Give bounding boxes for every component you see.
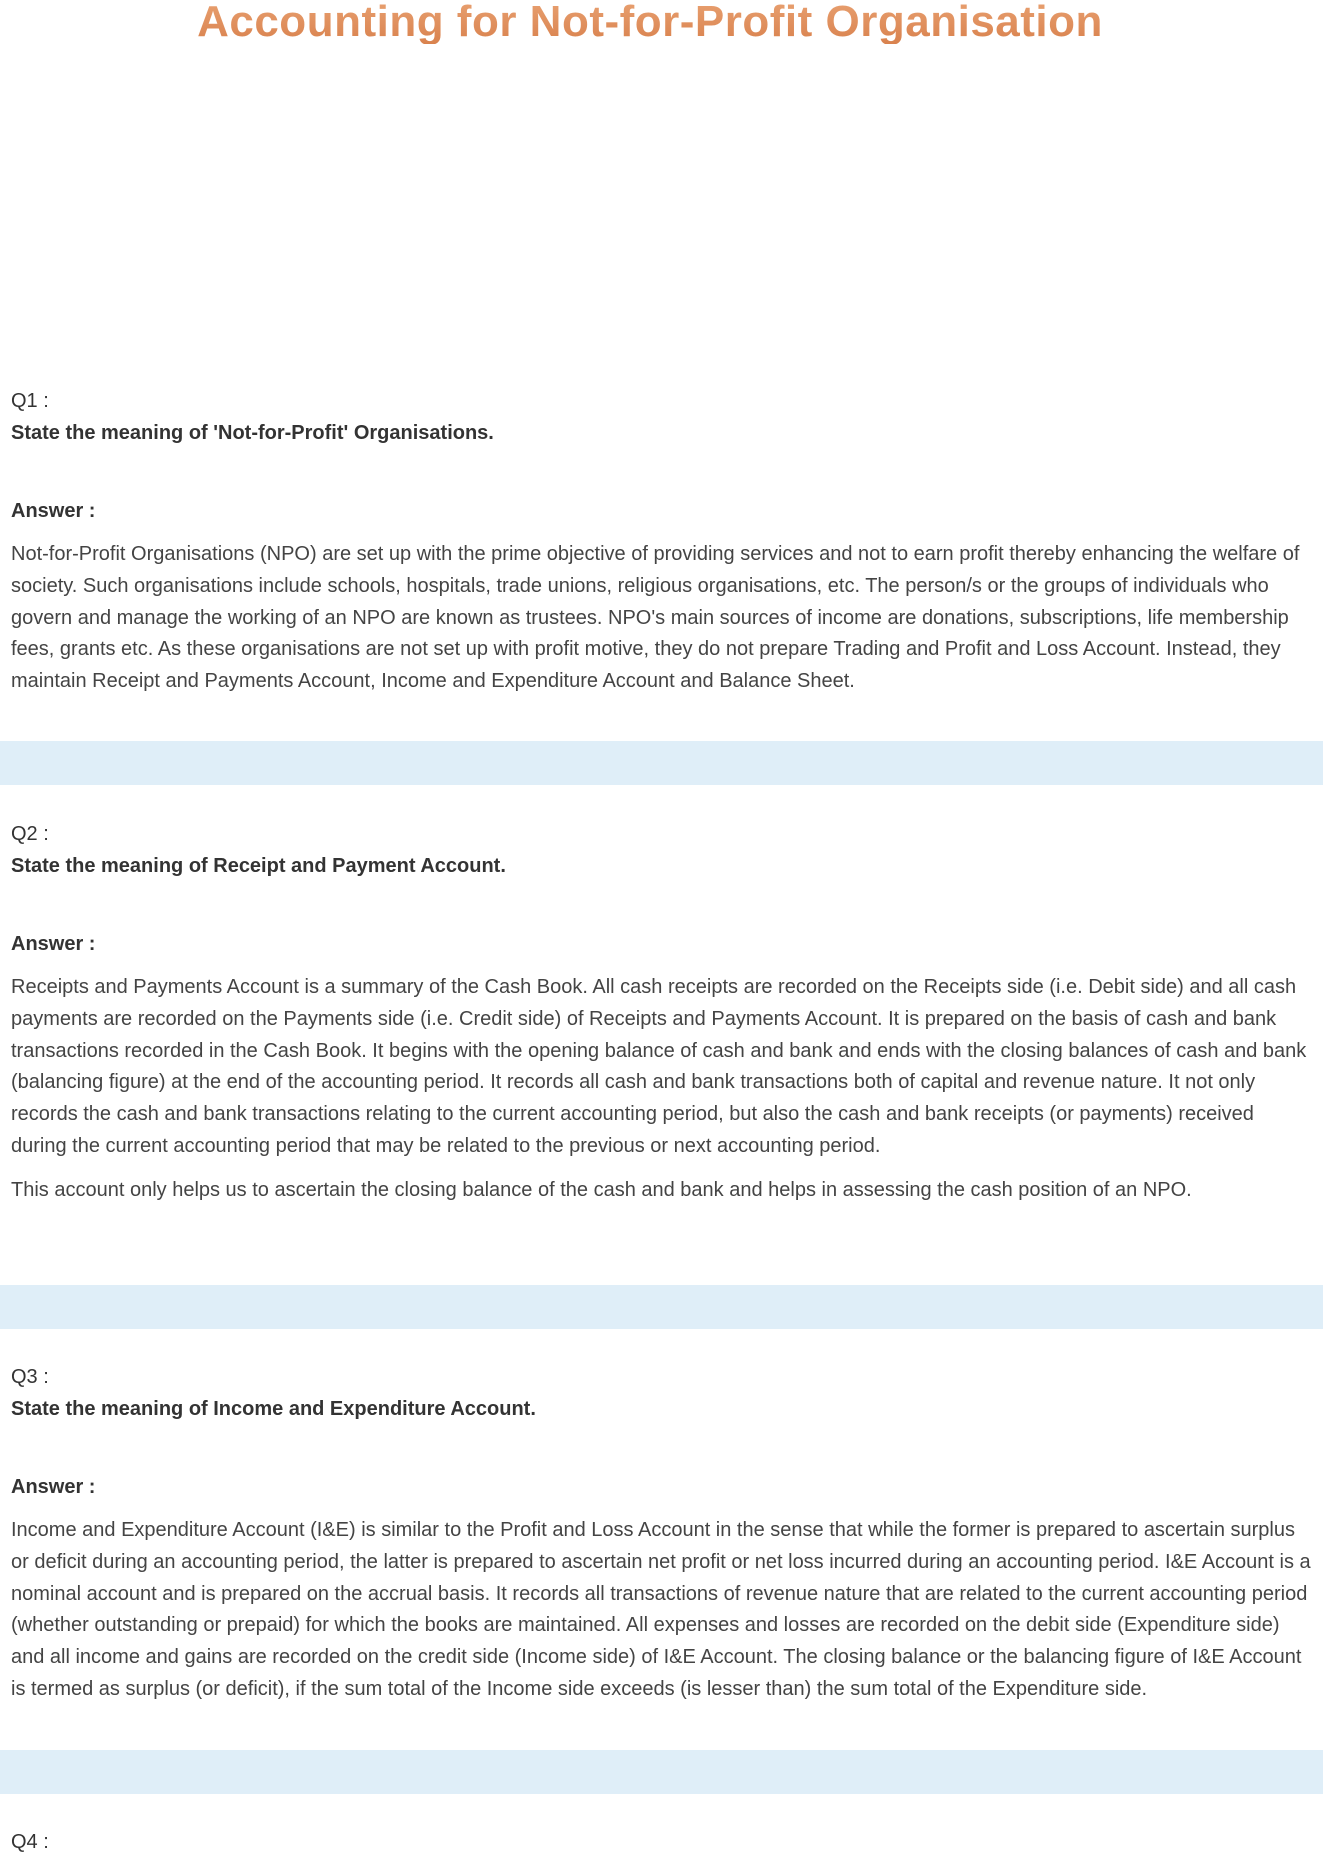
question-block-1 [11, 385, 1311, 710]
answer-label: Answer : [11, 500, 96, 522]
question-text: State the meaning of Income and Expenditure Account. [11, 1398, 536, 1420]
question-text: State the meaning of 'Not-for-Profit' Organisations. [11, 422, 494, 444]
answer-paragraph: Income and Expenditure Account (I&E) is similar to the Profit and Loss Account in the sense that while the former is prepared to ascertain surplus or deficit during an accounting period, the latter is prepared to ascertain net profit or net loss incurred during an accounting period. I&E Account is a nominal account and is prepared on the accrual basis. It records all transactions of revenue nature that are related to the current accounting period (whether outstanding or prepaid) for which the books are maintained. All expenses and losses are recorded on the debit side (Expenditure side) and all income and gains are recorded on the credit side (Income side) of I&E Account. The closing balance or the balancing figure of I&E Account is termed as surplus (or deficit), if the sum total of the Income side exceeds (is lesser than) the sum total of the Expenditure side. [11, 1519, 1311, 1700]
section-divider [0, 1750, 1323, 1794]
question-number: Q2 : [11, 823, 49, 845]
section-divider [0, 1285, 1323, 1329]
answer-paragraph: This account only helps us to ascertain the closing balance of the cash and bank and helps in assessing the cash position of an NPO. [11, 1178, 1192, 1201]
question-number: Q4 : [11, 1831, 49, 1853]
answer-label: Answer : [11, 933, 96, 955]
question-number: Q1 : [11, 390, 49, 412]
answer-paragraph: Not-for-Profit Organisations (NPO) are set up with the prime objective of providing services and not to earn profit thereby enhancing the welfare of society. Such organisations include schools, hospitals, trade unions, religious organisations, etc. The person/s or the groups of individuals who govern and manage the working of an NPO are known as trustees. NPO's main sources of income are donations, subscriptions, life membership fees, grants etc. As these organisations are not set up with profit motive, they do not prepare Trading and Profit and Loss Account. Instead, they maintain Receipt and Payments Account, Income and Expenditure Account and Balance Sheet. [11, 543, 1300, 693]
question-number: Q3 : [11, 1366, 49, 1388]
question-text: State the meaning of Receipt and Payment Account. [11, 855, 506, 877]
answer-label: Answer : [11, 1476, 96, 1498]
question-block-3 [11, 1361, 1311, 1718]
page-title: Accounting for Not-for-Profit Organisation [0, 0, 1300, 44]
question-block-4 [11, 1826, 1311, 1858]
answer-paragraph: Receipts and Payments Account is a summary of the Cash Book. All cash receipts are recorded on the Receipts side (i.e. Debit side) and all cash payments are recorded on the Payments side (i.e. Credit side) of Receipts and Payments Account. It is prepared on the basis of cash and bank transactions recorded in the Cash Book. It begins with the opening balance of cash and bank and ends with the closing balances of cash and bank (balancing figure) at the end of the accounting period. It records all cash and bank transactions both of capital and revenue nature. It not only records the cash and bank transactions relating to the current accounting period, but also the cash and bank receipts (or payments) received during the current accounting period that may be related to the previous or next accounting period. [11, 976, 1307, 1157]
section-divider [0, 741, 1323, 785]
question-block-2 [11, 818, 1311, 1219]
